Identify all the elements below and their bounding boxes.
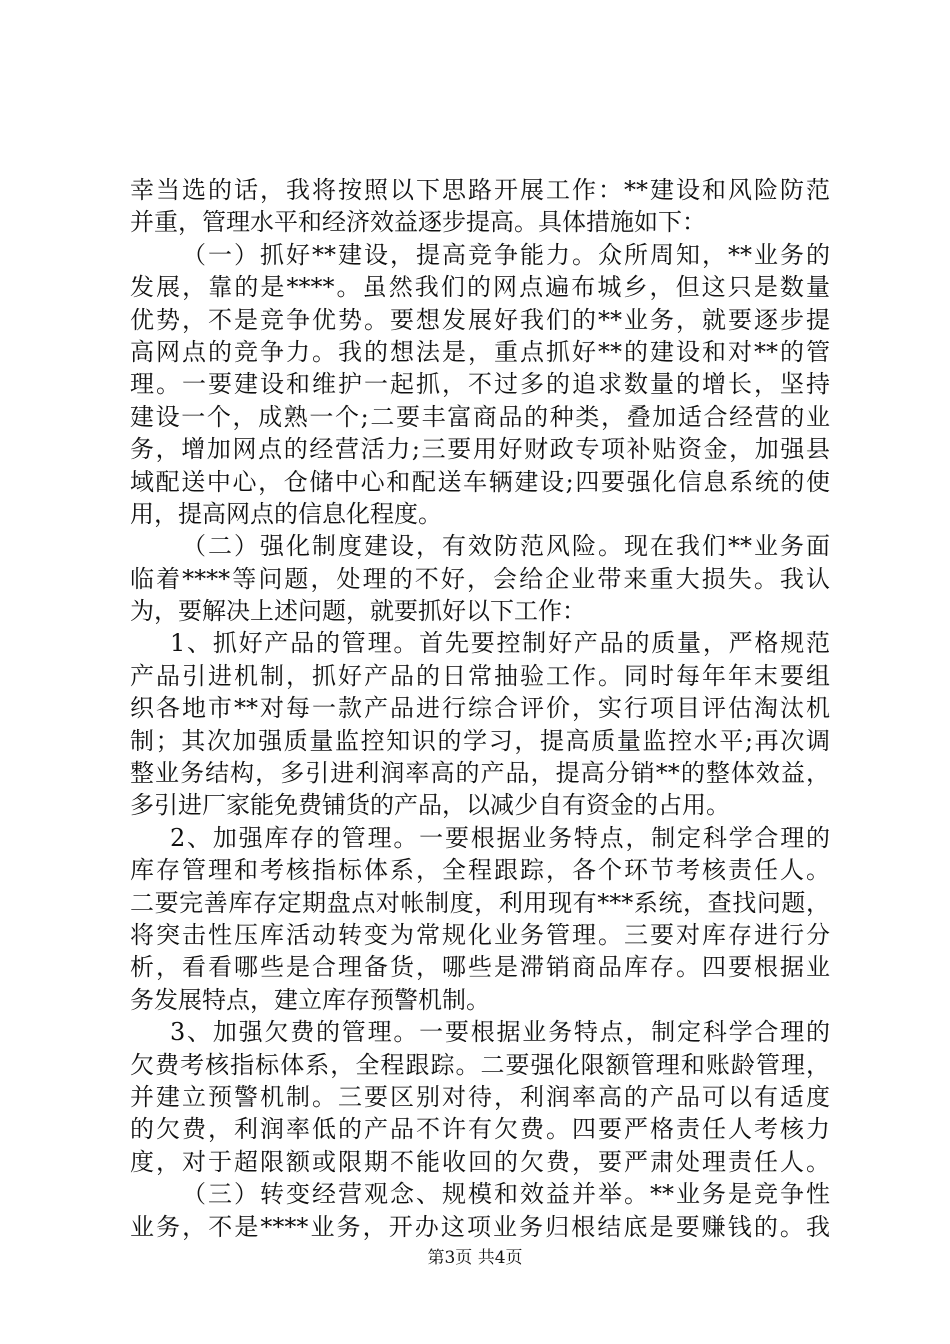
text-line: 多引进厂家能免费铺货的产品，以减少自有资金的占用。	[130, 791, 730, 820]
text-line: 高网点的竞争力。我的想法是，重点抓好**的建设和对**的管	[130, 337, 830, 366]
text-line: 优势，不是竞争优势。要想发展好我们的**业务，就要逐步提	[130, 305, 830, 334]
text-line: 析，看看哪些是合理备货，哪些是滞销商品库存。四要根据业	[130, 953, 830, 982]
text-line: 幸当选的话，我将按照以下思路开展工作：**建设和风险防范	[130, 176, 830, 204]
text-line: 并建立预警机制。三要区别对待，利润率高的产品可以有适度	[130, 1082, 830, 1111]
text-line: 的欠费，利润率低的产品不许有欠费。四要严格责任人考核力	[130, 1115, 830, 1144]
text-line: （三）转变经营观念、规模和效益并举。**业务是竞争性	[182, 1180, 830, 1209]
text-line: 理。一要建设和维护一起抓，不过多的追求数量的增长，坚持	[130, 370, 830, 399]
text-line: 务，增加网点的经营活力;三要用好财政专项补贴资金，加强县	[130, 435, 830, 464]
text-line: 务发展特点，建立库存预警机制。	[130, 985, 490, 1014]
text-line: 用，提高网点的信息化程度。	[130, 499, 442, 528]
text-line: 3、加强欠费的管理。一要根据业务特点，制定科学合理的	[170, 1018, 830, 1047]
text-line: 制；其次加强质量监控知识的学习，提高质量监控水平;再次调	[130, 726, 830, 755]
text-line: （一）抓好**建设，提高竞争能力。众所周知，**业务的	[182, 240, 830, 269]
text-line: 建设一个，成熟一个;二要丰富商品的种类，叠加适合经营的业	[130, 402, 830, 431]
text-line: 将突击性压库活动转变为常规化业务管理。三要对库存进行分	[130, 920, 830, 949]
text-line: 为，要解决上述问题，就要抓好以下工作：	[130, 597, 586, 626]
text-line: 1、抓好产品的管理。首先要控制好产品的质量，严格规范	[170, 629, 830, 658]
text-line: 发展，靠的是****。虽然我们的网点遍布城乡，但这只是数量	[130, 273, 830, 302]
page-footer: 第3页 共4页	[427, 1248, 523, 1268]
text-line: 织各地市**对每一款产品进行综合评价，实行项目评估淘汰机	[130, 694, 830, 723]
text-line: 2、加强库存的管理。一要根据业务特点，制定科学合理的	[170, 823, 830, 852]
text-line: 域配送中心，仓储中心和配送车辆建设;四要强化信息系统的使	[130, 467, 830, 496]
text-line: 二要完善库存定期盘点对帐制度，利用现有***系统，查找问题，	[130, 888, 830, 917]
text-line: 整业务结构，多引进利润率高的产品，提高分销**的整体效益，	[130, 759, 830, 788]
text-line: 产品引进机制，抓好产品的日常抽验工作。同时每年年末要组	[130, 661, 830, 690]
text-line: 业务，不是****业务，开办这项业务归根结底是要赚钱的。我	[130, 1212, 830, 1241]
text-line: （二）强化制度建设，有效防范风险。现在我们**业务面	[182, 532, 830, 561]
body-text	[130, 174, 830, 1243]
text-line: 度，对于超限额或限期不能收回的欠费，要严肃处理责任人。	[130, 1147, 830, 1176]
text-line: 库存管理和考核指标体系，全程跟踪，各个环节考核责任人。	[130, 856, 830, 885]
text-line: 欠费考核指标体系，全程跟踪。二要强化限额管理和账龄管理，	[130, 1050, 830, 1079]
text-line: 临着****等问题，处理的不好，会给企业带来重大损失。我认	[130, 564, 830, 593]
text-line: 并重，管理水平和经济效益逐步提高。具体措施如下：	[130, 208, 706, 237]
